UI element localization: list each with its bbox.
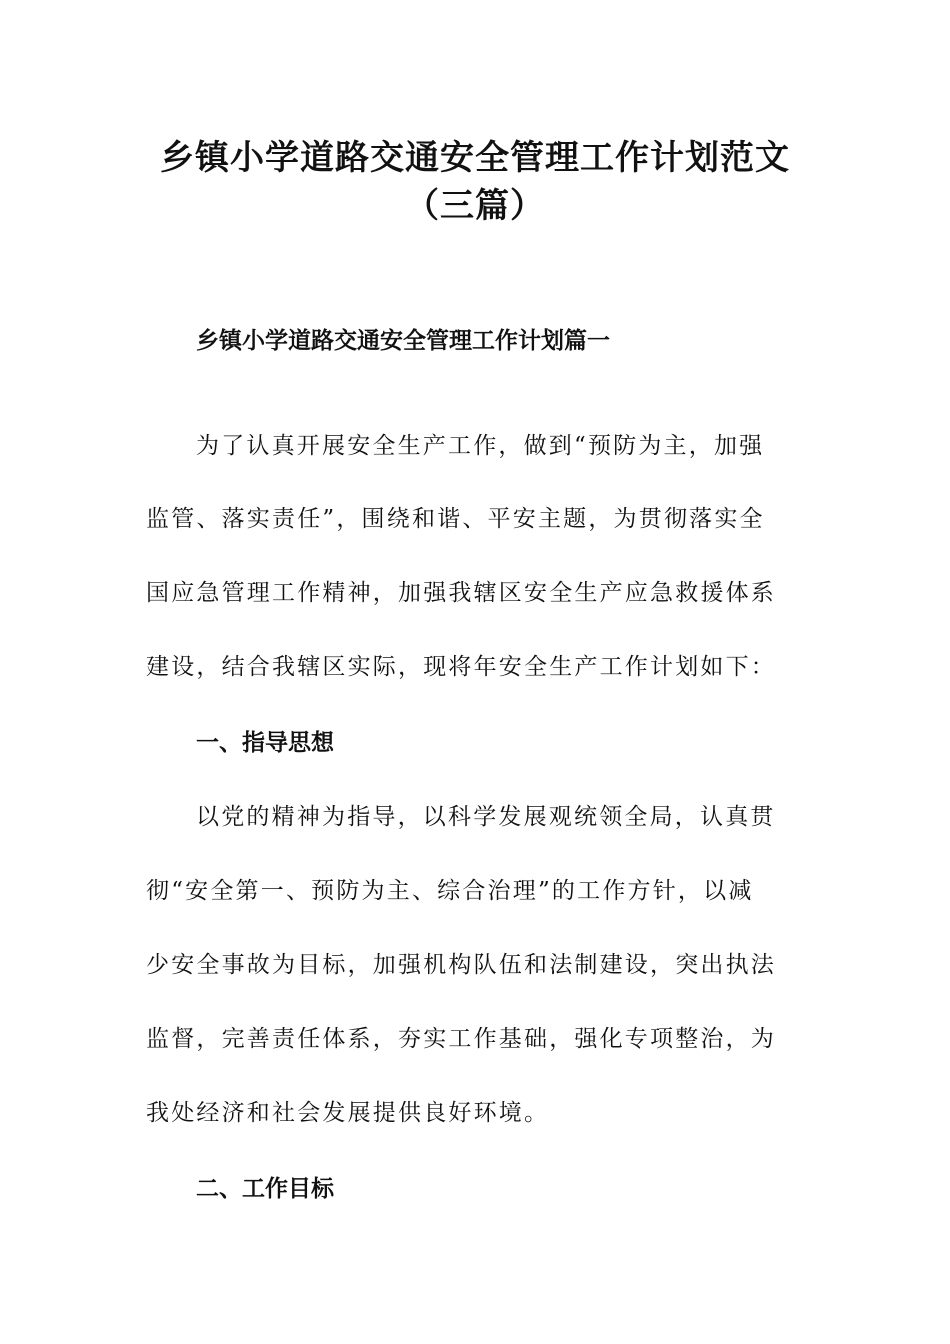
- paragraph-line: 以党的精神为指导，以科学发展观统领全局，认真贯: [196, 804, 776, 830]
- document-title-suffix: （三篇）: [405, 186, 545, 226]
- section-heading: 二、工作目标: [196, 1176, 334, 1202]
- paragraph-line: 国应急管理工作精神，加强我辖区安全生产应急救援体系: [146, 580, 776, 606]
- paragraph-line: 为了认真开展安全生产工作，做到“预防为主，加强: [196, 433, 765, 459]
- paragraph-line: 彻“安全第一、预防为主、综合治理”的工作方针，以减: [146, 878, 754, 904]
- paragraph-line: 建设，结合我辖区实际，现将年安全生产工作计划如下：: [146, 654, 776, 680]
- document-title: 乡镇小学道路交通安全管理工作计划范文: [160, 138, 790, 178]
- section-heading: 一、指导思想: [196, 730, 334, 756]
- paragraph-line: 我处经济和社会发展提供良好环境。: [146, 1100, 550, 1126]
- article-subtitle: 乡镇小学道路交通安全管理工作计划篇一: [196, 328, 610, 354]
- paragraph-line: 监管、落实责任”，围绕和谐、平安主题，为贯彻落实全: [146, 506, 765, 532]
- paragraph-line: 少安全事故为目标，加强机构队伍和法制建设，突出执法: [146, 952, 776, 978]
- paragraph-line: 监督，完善责任体系，夯实工作基础，强化专项整治，为: [146, 1026, 776, 1052]
